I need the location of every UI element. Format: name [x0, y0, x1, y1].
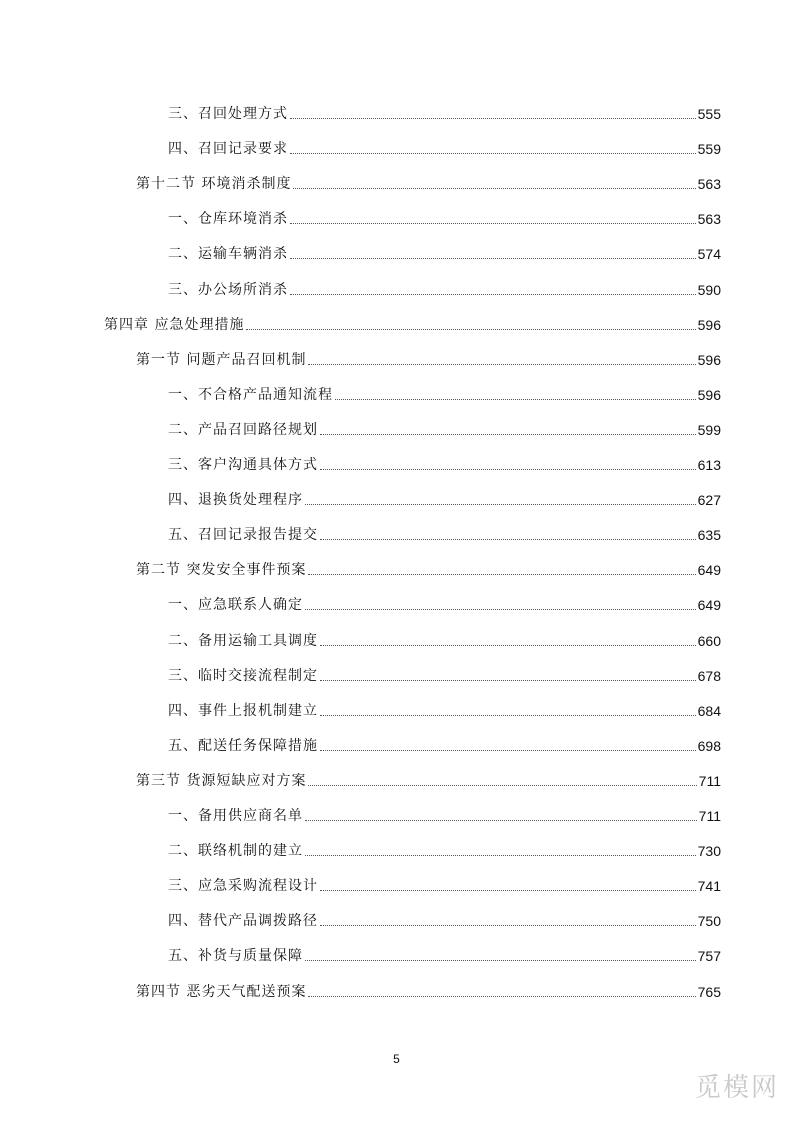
toc-dot-leader — [290, 222, 696, 224]
toc-entry-title: 二、运输车辆消杀 — [168, 246, 288, 263]
toc-entry-page: 741 — [697, 878, 721, 895]
watermark: 觅模网 — [694, 1073, 779, 1103]
toc-dot-leader — [293, 187, 695, 189]
toc-entry[interactable] — [0, 720, 721, 755]
toc-entry-page: 684 — [697, 702, 721, 719]
toc-dot-leader — [305, 854, 696, 856]
toc-entry[interactable] — [0, 790, 721, 825]
toc-entry[interactable] — [0, 123, 721, 158]
toc-entry-page: 596 — [697, 386, 721, 403]
toc-entry-page: 555 — [697, 106, 721, 122]
toc-entry-title: 五、补货与质量保障 — [168, 948, 303, 965]
toc-entry[interactable] — [0, 650, 721, 685]
toc-dot-leader — [305, 503, 696, 505]
toc-entry-page: 711 — [698, 808, 721, 824]
toc-dot-leader — [335, 398, 696, 400]
toc-entry[interactable] — [0, 369, 721, 404]
toc-entry-page: 627 — [697, 492, 721, 509]
toc-dot-leader — [308, 995, 695, 997]
toc-dot-leader — [308, 784, 696, 786]
toc-entry[interactable] — [0, 299, 721, 334]
toc-entry-page: 563 — [697, 176, 721, 193]
toc-dot-leader — [320, 749, 696, 751]
toc-entry-title: 四、事件上报机制建立 — [168, 702, 318, 719]
toc-entry[interactable] — [0, 825, 721, 860]
toc-dot-leader — [320, 679, 696, 681]
page-number: 5 — [393, 1052, 400, 1066]
toc-entry-page: 613 — [697, 457, 721, 473]
toc-entry-page: 649 — [697, 562, 721, 579]
toc-entry-title: 二、备用运输工具调度 — [168, 632, 318, 649]
toc-entry-page: 649 — [697, 597, 721, 614]
toc-entry-title: 一、应急联系人确定 — [168, 597, 303, 614]
toc-entry-page: 563 — [697, 211, 721, 228]
toc-entry-title: 第二节 突发安全事件预案 — [136, 562, 307, 579]
toc-entry-title: 二、联络机制的建立 — [168, 843, 303, 860]
toc-dot-leader — [290, 152, 696, 154]
toc-entry[interactable] — [0, 439, 721, 474]
toc-entry-title: 四、召回记录要求 — [168, 141, 288, 158]
toc-dot-leader — [320, 644, 696, 646]
toc-entry[interactable] — [0, 579, 721, 614]
toc-entry-title: 第十二节 环境消杀制度 — [136, 176, 292, 193]
toc-entry-title: 五、召回记录报告提交 — [168, 527, 318, 544]
toc-entry-title: 第一节 问题产品召回机制 — [136, 351, 307, 368]
toc-dot-leader — [320, 889, 696, 891]
toc-dot-leader — [290, 293, 696, 295]
toc-entry-page: 730 — [697, 843, 721, 860]
toc-entry[interactable] — [0, 895, 721, 930]
toc-dot-leader — [305, 608, 696, 610]
toc-entry-title: 四、替代产品调拨路径 — [168, 913, 318, 930]
toc-entry-title: 三、召回处理方式 — [168, 106, 288, 122]
toc-entry-title: 一、备用供应商名单 — [168, 808, 303, 824]
toc-entry-page: 596 — [697, 351, 721, 368]
toc-entry[interactable] — [0, 228, 721, 263]
toc-entry-title: 第三节 货源短缺应对方案 — [136, 772, 307, 789]
toc-entry-title: 一、仓库环境消杀 — [168, 211, 288, 228]
toc-entry-page: 757 — [697, 948, 721, 965]
toc-entry-title: 一、不合格产品通知流程 — [168, 386, 333, 403]
toc-entry[interactable] — [0, 334, 721, 369]
toc-dot-leader — [305, 959, 696, 961]
toc-dot-leader — [320, 924, 696, 926]
toc-entry[interactable] — [0, 544, 721, 579]
toc-entry-title: 三、办公场所消杀 — [168, 281, 288, 298]
toc-entry[interactable] — [0, 930, 721, 965]
toc-entry-page: 635 — [697, 527, 721, 544]
toc-entry-page: 698 — [697, 737, 721, 754]
toc-entry-page: 574 — [697, 246, 721, 263]
toc-entry-page: 750 — [697, 913, 721, 930]
toc-entry-title: 第四章 应急处理措施 — [104, 316, 245, 333]
toc-dot-leader — [246, 328, 695, 330]
toc-entry-page: 599 — [697, 421, 721, 438]
toc-entry[interactable] — [0, 966, 721, 1001]
toc-entry-title: 第四节 恶劣天气配送预案 — [136, 983, 307, 1000]
toc-dot-leader — [290, 257, 696, 259]
toc-entry[interactable] — [0, 158, 721, 193]
toc-dot-leader — [308, 573, 695, 575]
toc-entry[interactable] — [0, 755, 721, 790]
toc-entry-title: 五、配送任务保障措施 — [168, 737, 318, 754]
toc-entry-page: 559 — [697, 141, 721, 158]
toc-entry-page: 590 — [697, 281, 721, 298]
toc-entry[interactable] — [0, 264, 721, 299]
toc-entry-title: 二、产品召回路径规划 — [168, 421, 318, 438]
toc-dot-leader — [305, 819, 697, 821]
toc-entry[interactable] — [0, 474, 721, 509]
toc-dot-leader — [320, 433, 696, 435]
toc-dot-leader — [290, 117, 696, 119]
toc-entry-page: 678 — [697, 667, 721, 684]
toc-dot-leader — [308, 363, 695, 365]
toc-entry[interactable] — [0, 193, 721, 228]
toc-entry-page: 711 — [698, 772, 721, 789]
toc-entry-page: 596 — [697, 316, 721, 333]
toc-entry[interactable] — [0, 88, 721, 123]
toc-entry-title: 三、应急采购流程设计 — [168, 878, 318, 895]
toc-entry-page: 765 — [697, 983, 721, 1000]
toc-entry-page: 660 — [697, 632, 721, 649]
toc-entry-title: 三、客户沟通具体方式 — [168, 457, 318, 473]
toc-entry[interactable] — [0, 615, 721, 650]
toc-dot-leader — [320, 468, 696, 470]
toc-entry[interactable] — [0, 509, 721, 544]
toc-dot-leader — [320, 714, 696, 716]
toc-dot-leader — [320, 538, 696, 540]
toc-entry[interactable] — [0, 685, 721, 720]
toc-entry-title: 三、临时交接流程制定 — [168, 667, 318, 684]
toc-entry[interactable] — [0, 404, 721, 439]
toc-entry-title: 四、退换货处理程序 — [168, 492, 303, 509]
toc-entry[interactable] — [0, 860, 721, 895]
